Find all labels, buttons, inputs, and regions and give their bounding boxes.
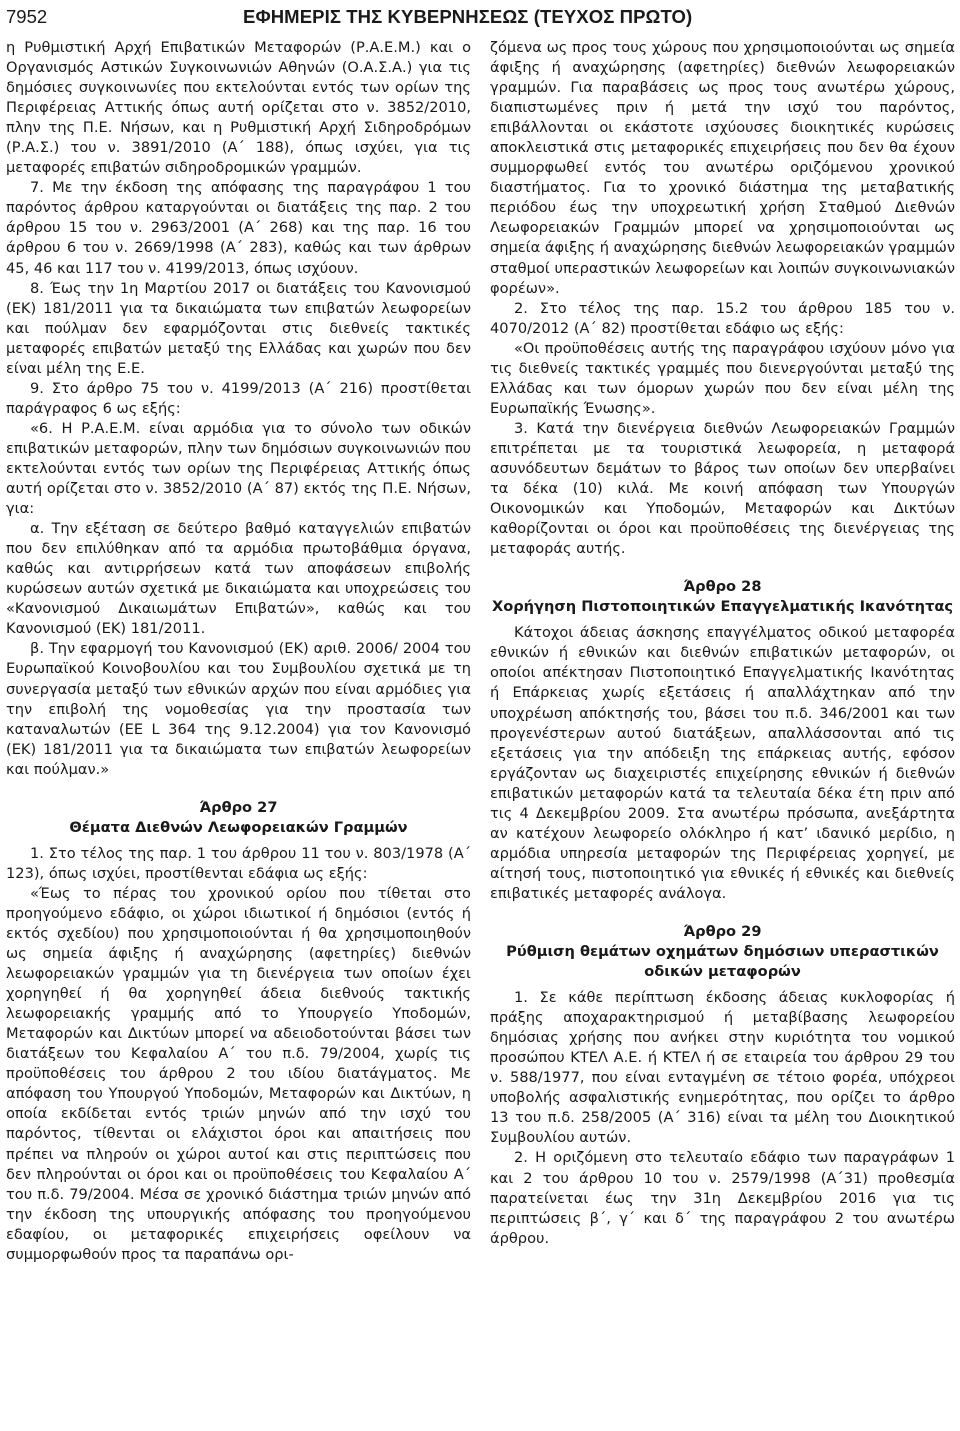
paragraph: «6. Η Ρ.Α.Ε.Μ. είναι αρμόδια για το σύνολο των οδικών επιβατικών μεταφορών, πλην των δημόσιων συγκοινωνιών που εκτελούνται εντός των ορίων της Περιφέρειας Αττικής όπως αυτή ορίζεται στο ν. 3852/2010 (Α΄ 87) εκτός της Π.Ε. Νήσων, για: [6,419,471,518]
article-28-title: Χορήγηση Πιστοποιητικών Επαγγελματικής Ικανότητας [491,598,954,616]
paragraph: 1. Σε κάθε περίπτωση έκδοσης άδειας κυκλοφορίας ή πράξης αποχαρακτηρισμού ή μεταβίβασης λεωφορείου δημόσιας χρήσης που ανήκει στην κυριότητα του νομικού προσώπου ΚΤΕΛ Α.Ε. ή ΚΤΕΛ ή σε εταιρεία του άρθρου 29 του ν. 588/1977, που είναι ενταγμένη σε τέτοιο φορέα, υπόχρεοι υποβολής ασφαλιστικής ενημερότητας, που ορίζει το άρθρο 13 του π.δ. 258/2005 (Α΄ 316) είναι τα μέλη του Διοικητικού Συμβουλίου αυτών. [490,989,955,1147]
paragraph: 9. Στο άρθρο 75 του ν. 4199/2013 (Α΄ 216) προστίθεται παράγραφος 6 ως εξής: [6,379,471,417]
paragraph: 8. Έως την 1η Μαρτίου 2017 οι διατάξεις του Κανονισμού (ΕΚ) 181/2011 για τα δικαιώματα των επιβατών λεωφορείων και πούλμαν δεν εφαρμόζονται στις διεθνείς τακτικές μεταφορές επιβατών μεταξύ της Ελλάδας και χωρών που δεν είναι μέλη της Ε.Ε. [6,279,471,377]
paragraph: 3. Κατά την διενέργεια διεθνών Λεωφορειακών Γραμμών επιτρέπεται με τα τουριστικά λεωφορεία, η μεταφορά ασυνόδευτων δεμάτων το βάρος των οποίων δεν υπερβαίνει τα δέκα (10) κιλά. Με κοινή απόφαση των Υπουργών Οικονομικών και Υποδομών, Μεταφορών και Δικτύων καθορίζονται οι όροι και προϋποθέσεις της διενέργειας της μεταφοράς αυτής. [490,419,955,558]
paragraph: «Οι προϋποθέσεις αυτής της παραγράφου ισχύουν μόνο για τις διεθνείς τακτικές γραμμές που διενεργούνται μεταξύ της Ελλάδας και των όμορων χωρών που δεν είναι μέλη της Ευρωπαϊκής Ένωσης». [490,339,955,417]
page-header [6,4,956,32]
paragraph: β. Την εφαρμογή του Κανονισμού (ΕΚ) αριθ. 2006/ 2004 του Ευρωπαϊκού Κοινοβουλίου και του Συμβουλίου σχετικά με τη συνεργασία μεταξύ των εθνικών αρχών που είναι αρμόδιες για την επιβολή της νομοθεσίας για την προστασία των καταναλωτών (ΕΕ L 364 της 9.12.2004) για τον Κανονισμό (ΕΚ) 181/2011 για τα δικαιώματα των επιβατών λεωφορείων και πούλμαν.» [6,640,471,778]
article-27-title: Θέματα Διεθνών Λεωφορειακών Γραμμών [69,818,408,836]
paragraph: ζόμενα ως προς τους χώρους που χρησιμοποιούνται ως σημεία άφιξης ή αναχώρησης (αφετηρίες) διεθνών λεωφορειακών γραμμών. Για παραβάσεις ως προς τους ανωτέρω χώρους, διαπιστωμένες πριν ή μετά την ισχύ του παρόντος, επιβάλλονται οι εκάστοτε ισχύουσες διοικητικές κυρώσεις αποκλειστικά στις μεταφορικές επιχειρήσεις που δεν θα έχουν συμμορφωθεί εντός του ανωτέρω οριζόμενου χρονικού διαστήματος. Για το χρονικό διάστημα της μεταβατικής περιόδου έως την υποχρεωτική χρήση Σταθμού Διεθνών Λεωφορειακών Γραμμών μπορεί να χρησιμοποιούνται ως σημεία άφιξης ή αναχώρησης διεθνών λεωφορειακών γραμμών σταθμοί υπεραστικών λεωφορείων και λοιπών συγκοινωνιακών φορέων». [490,39,955,297]
article-29-title: Ρύθμιση θεμάτων οχημάτων δημόσιων υπεραστικών οδικών μεταφορών [506,943,939,981]
paragraph: «Έως το πέρας του χρονικού ορίου που τίθεται στο προηγούμενο εδάφιο, οι χώροι ιδιωτικοί ή δημόσιοι (εντός ή εκτός σχεδίου) που χρησιμοποιούνται ή θα χρησιμοποιηθούν ως σημεία άφιξης ή αναχώρησης (αφετηρίες) διεθνών λεωφορειακών γραμμών για τη διενέργεια των οποίων έχει χορηγηθεί ή θα χορηγηθεί άδεια διεθνούς τακτικής λεωφορειακής γραμμής από το Υπουργείο Υποδομών, Μεταφορών και Δικτύων μπορεί να αδειοδοτούνται βάσει των διατάξεων του Κεφαλαίου Α΄ του π.δ. 79/2004, χωρίς τις προϋποθέσεις του άρθρου 2 του ιδίου διατάγματος. Με απόφαση του Υπουργού Υποδομών, Μεταφορών και Δικτύων, η οποία εκδίδεται εντός τριών μηνών από την ισχύ του παρόντος, τίθενται οι ελάχιστοι όροι και απαιτήσεις που πρέπει να πληρούν οι χώροι αυτοί και στις περιπτώσεις που δεν πληρούνται οι όροι και οι προϋποθέσεις του Κεφαλαίου Α΄ του π.δ. 79/2004. Μέσα σε χρονικό διάστημα τριών μηνών από την έκδοση της υπουργικής απόφασης του προηγούμενου εδαφίου, οι μεταφορικές επιχειρήσεις οφείλουν να συμμορφωθούν προς τα παραπάνω ορι- [6,884,471,1263]
paragraph: 1. Στο τέλος της παρ. 1 του άρθρου 11 του ν. 803/1978 (Α΄ 123), όπως ισχύει, προστίθενται εδάφια ως εξής: [6,844,471,882]
article-29-heading: Άρθρο 29 [683,922,762,940]
page-number: 7952 [6,6,48,27]
paragraph: α. Την εξέταση σε δεύτερο βαθμό καταγγελιών επιβατών που δεν επιλύθηκαν από τα αρμόδια πρωτοβάθμια όργανα, καθώς και αντιρρήσεων κατά των αποφάσεων επιβολής κυρώσεων αυτών σχετικά με δικαιώματα και υποχρεώσεις του «Κανονισμού Δικαιωμάτων Επιβατών», καθώς και του Κανονισμού (ΕΚ) 181/2011. [6,520,471,638]
gazette-title: ΕΦΗΜΕΡΙΣ ΤΗΣ ΚΥΒΕΡΝΗΣΕΩΣ (ΤΕΥΧΟΣ ΠΡΩΤΟ) [243,6,693,27]
paragraph: Κάτοχοι άδειας άσκησης επαγγέλματος οδικού μεταφορέα εθνικών ή εθνικών και διεθνών επιβατικών μεταφορών, οι οποίοι απέκτησαν Πιστοποιητικό Επαγγελματικής Ικανότητας ή Επάρκειας χωρίς εξετάσεις ή απαλλάχτηκαν από την υποχρέωση απόκτησής του, βάσει του π.δ. 346/2001 και των προγενέστερων αυτού διατάξεων, απαλλάσσονται από τις εξετάσεις για την απόδειξη της επάρκειας αυτής, εφόσον εργάζονταν ως διαχειριστές επιχείρησης εθνικών ή διεθνών επιβατικών μεταφορών κατά τα τελευταία δέκα έτη πριν από τις 4 Δεκεμβρίου 2009. Στα ανωτέρω πρόσωπα, ανεξάρτητα αν κατέχουν λεωφορείο ολόκληρο ή κατ’ ιδανικό μερίδιο, η αρμόδια υπηρεσία μεταφορών της Περιφέρειας χορηγεί, με αίτησή τους, πιστοποιητικό για εθνικές ή εθνικές και διεθνείς επιβατικές μεταφορές ανάλογα. [490,624,955,902]
paragraph: 7. Με την έκδοση της απόφασης της παραγράφου 1 του παρόντος άρθρου καταργούνται οι διατάξεις της παρ. 2 του άρθρου 15 του ν. 2963/2001 (Α΄ 268) και της παρ. 16 του άρθρου 6 του ν. 2669/1998 (Α΄ 283), καθώς και των άρθρων 45, 46 και 117 του ν. 4199/2013, όπως ισχύουν. [6,179,471,277]
paragraph: 2. Στο τέλος της παρ. 15.2 του άρθρου 185 του ν. 4070/2012 (Α΄ 82) προστίθεται εδάφιο ως εξής: [490,299,955,337]
left-column [6,38,471,1265]
paragraph: 2. Η οριζόμενη στο τελευταίο εδάφιο των παραγράφων 1 και 2 του άρθρου 10 του ν. 2579/1998 (Α΄31) προθεσμία παρατείνεται έως την 31η Δεκεμβρίου 2016 για τις περιπτώσεις β΄, γ΄ και δ΄ της παραγράφου 2 του ανωτέρω άρθρου. [490,1149,955,1247]
article-27-heading: Άρθρο 27 [199,798,278,816]
article-28-heading: Άρθρο 28 [683,578,762,596]
right-column [490,38,955,1249]
paragraph: η Ρυθμιστική Αρχή Επιβατικών Μεταφορών (Ρ.Α.Ε.Μ.) και ο Οργανισμός Αστικών Συγκοινωνιών Αθηνών (Ο.Α.Σ.Α.) για τις δημόσιες συγκοινωνίες που εκτελούνται εντός των ορίων της Περιφέρειας Αττικής όπως αυτή ορίζεται στο ν. 3852/2010, πλην της Π.Ε. Νήσων, και η Ρυθμιστική Αρχή Σιδηροδρόμων (Ρ.Α.Σ.) του ν. 3891/2010 (Α΄ 188), όπως ισχύει, για τις μεταφορές επιβατών σιδηροδρομικών γραμμών. [6,39,471,177]
